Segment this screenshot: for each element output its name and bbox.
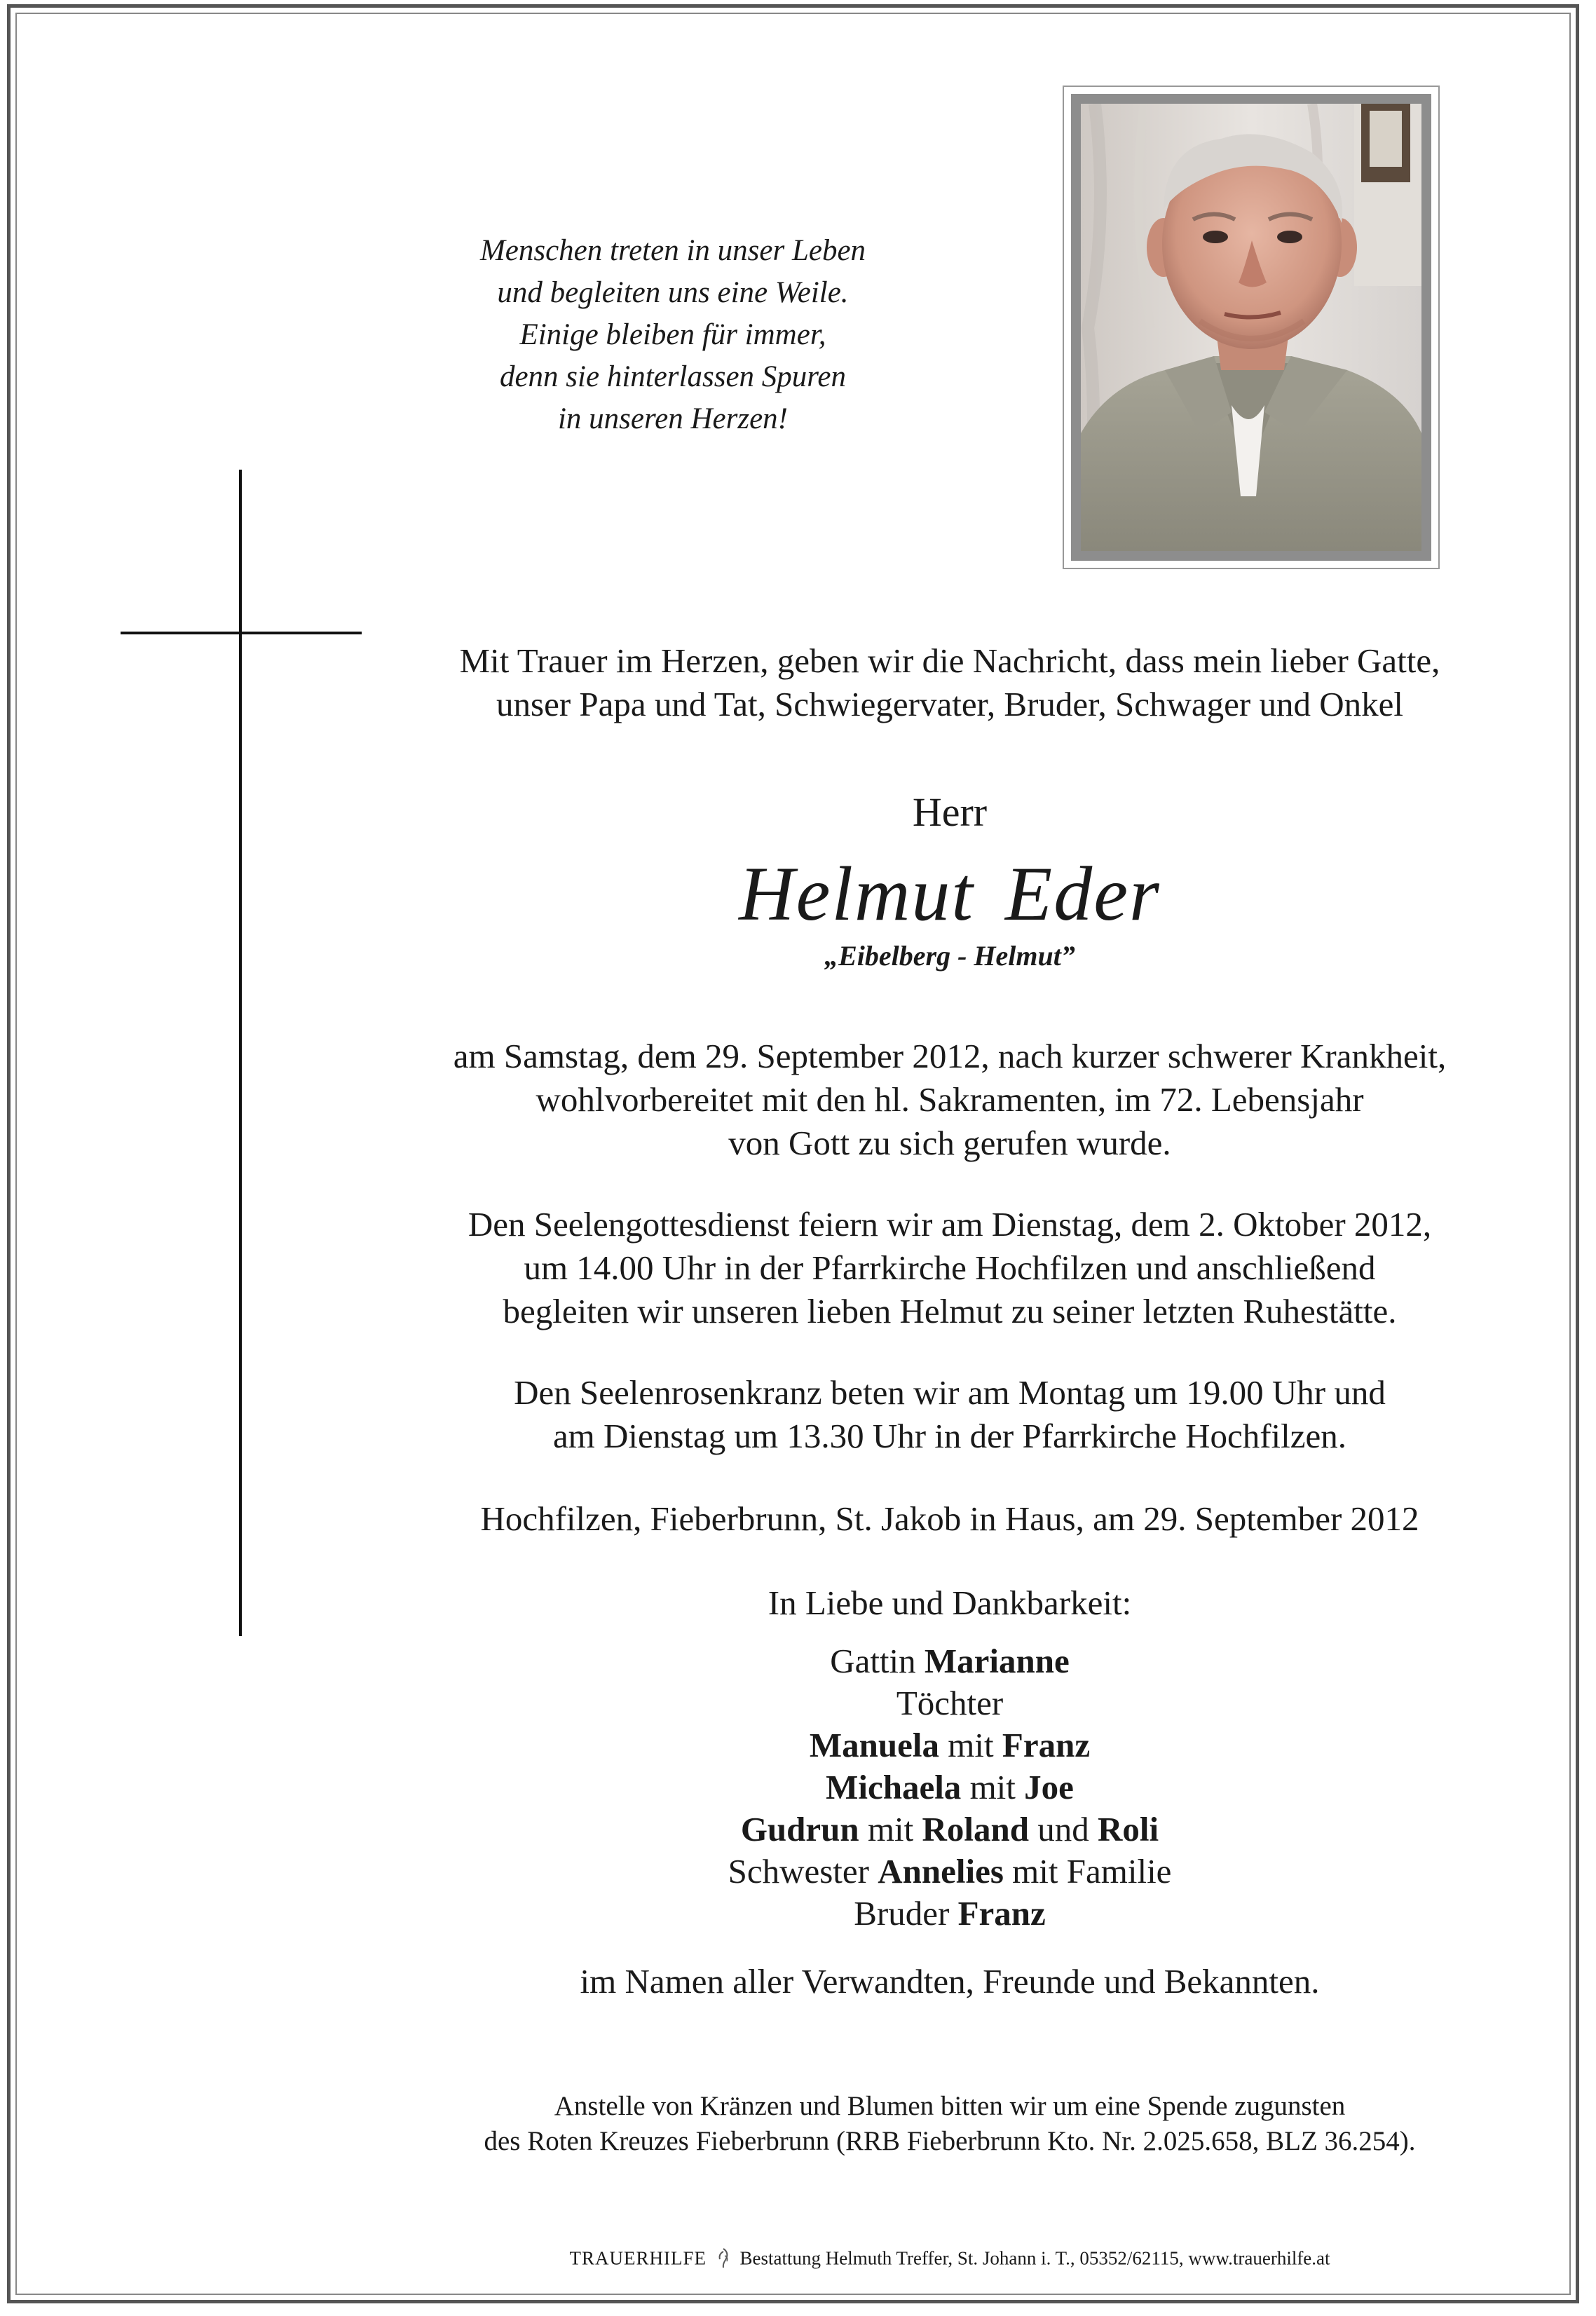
portrait-frame bbox=[1063, 86, 1440, 569]
deceased-last-name: Eder bbox=[1005, 851, 1161, 936]
relatives bbox=[378, 1960, 1521, 2003]
service-line: begleiten wir unseren lieben Helmut zu seiner letzten Ruhestätte. bbox=[503, 1292, 1397, 1330]
death-notice-line: am Samstag, dem 29. September 2012, nach kurzer schwerer Krankheit, bbox=[453, 1037, 1447, 1075]
family-list bbox=[378, 1640, 1521, 1935]
footer-text: Bestattung Helmuth Treffer, St. Johann i. T., 05352/62115, www.trauerhilfe.at bbox=[739, 2247, 1330, 2269]
rosary-line: Den Seelenrosenkranz beten wir am Montag um 19.00 Uhr und bbox=[514, 1373, 1386, 1412]
service-line: um 14.00 Uhr in der Pfarrkirche Hochfilzen und anschließend bbox=[524, 1248, 1376, 1287]
deceased-title: Herr bbox=[912, 789, 988, 835]
death-notice bbox=[378, 1035, 1521, 1165]
family-wife: Gattin Marianne bbox=[830, 1642, 1070, 1680]
family-brother: Bruder Franz bbox=[854, 1894, 1046, 1933]
portrait-image bbox=[1081, 104, 1421, 551]
family-daughters-label: Töchter bbox=[896, 1684, 1004, 1722]
cross-icon bbox=[239, 470, 242, 1636]
intro-line: Mit Trauer im Herzen, geben wir die Nachricht, dass mein lieber Gatte, bbox=[459, 641, 1440, 680]
intro-line: unser Papa und Tat, Schwiegervater, Bruder, Schwager und Onkel bbox=[496, 685, 1403, 723]
poem-line: Einige bleiben für immer, bbox=[519, 318, 826, 351]
family-daughter: Manuela mit Franz bbox=[809, 1726, 1091, 1764]
footer bbox=[378, 2247, 1521, 2273]
service-line: Den Seelengottesdienst feiern wir am Dienstag, dem 2. Oktober 2012, bbox=[468, 1205, 1432, 1244]
death-notice-line: von Gott zu sich gerufen wurde. bbox=[728, 1124, 1171, 1162]
donation-line: Anstelle von Kränzen und Blumen bitten wir um eine Spende zugunsten bbox=[554, 2091, 1346, 2121]
closing-line: In Liebe und Dankbarkeit: bbox=[768, 1583, 1132, 1622]
rosary-line: am Dienstag um 13.30 Uhr in der Pfarrkirche Hochfilzen. bbox=[552, 1417, 1347, 1455]
footer-brand: TRAUERHILFE bbox=[569, 2247, 707, 2269]
service-info bbox=[378, 1203, 1521, 1333]
poem-line: in unseren Herzen! bbox=[557, 402, 788, 435]
portrait-mat bbox=[1071, 94, 1431, 561]
family-sister: Schwester Annelies mit Familie bbox=[728, 1852, 1172, 1891]
closing bbox=[378, 1581, 1521, 1625]
deceased-nickname: „Eibelberg - Helmut” bbox=[824, 940, 1075, 972]
cross-icon-bar bbox=[121, 632, 362, 634]
deceased-first-name: Helmut bbox=[739, 851, 974, 936]
poem-line: und begleiten uns eine Weile. bbox=[497, 276, 849, 309]
place-date-line: Hochfilzen, Fieberbrunn, St. Jakob in Haus, am 29. September 2012 bbox=[480, 1499, 1419, 1538]
leaf-icon bbox=[716, 2247, 731, 2273]
poem-line: Menschen treten in unser Leben bbox=[479, 234, 866, 267]
intro-text bbox=[378, 639, 1521, 726]
donation-note bbox=[378, 2089, 1521, 2159]
deceased-name bbox=[378, 848, 1521, 939]
family-daughter: Gudrun mit Roland und Roli bbox=[740, 1810, 1159, 1848]
poem bbox=[393, 230, 953, 440]
portrait-photo bbox=[1081, 104, 1421, 551]
place-date bbox=[378, 1497, 1521, 1541]
family-daughter: Michaela mit Joe bbox=[826, 1768, 1074, 1806]
donation-line: des Roten Kreuzes Fieberbrunn (RRB Fieberbrunn Kto. Nr. 2.025.658, BLZ 36.254). bbox=[484, 2126, 1416, 2156]
relatives-line: im Namen aller Verwandten, Freunde und Bekannten. bbox=[580, 1962, 1320, 2001]
death-notice-line: wohlvorbereitet mit den hl. Sakramenten, im 72. Lebensjahr bbox=[536, 1080, 1364, 1119]
rosary-info bbox=[378, 1371, 1521, 1458]
poem-line: denn sie hinterlassen Spuren bbox=[499, 360, 847, 393]
